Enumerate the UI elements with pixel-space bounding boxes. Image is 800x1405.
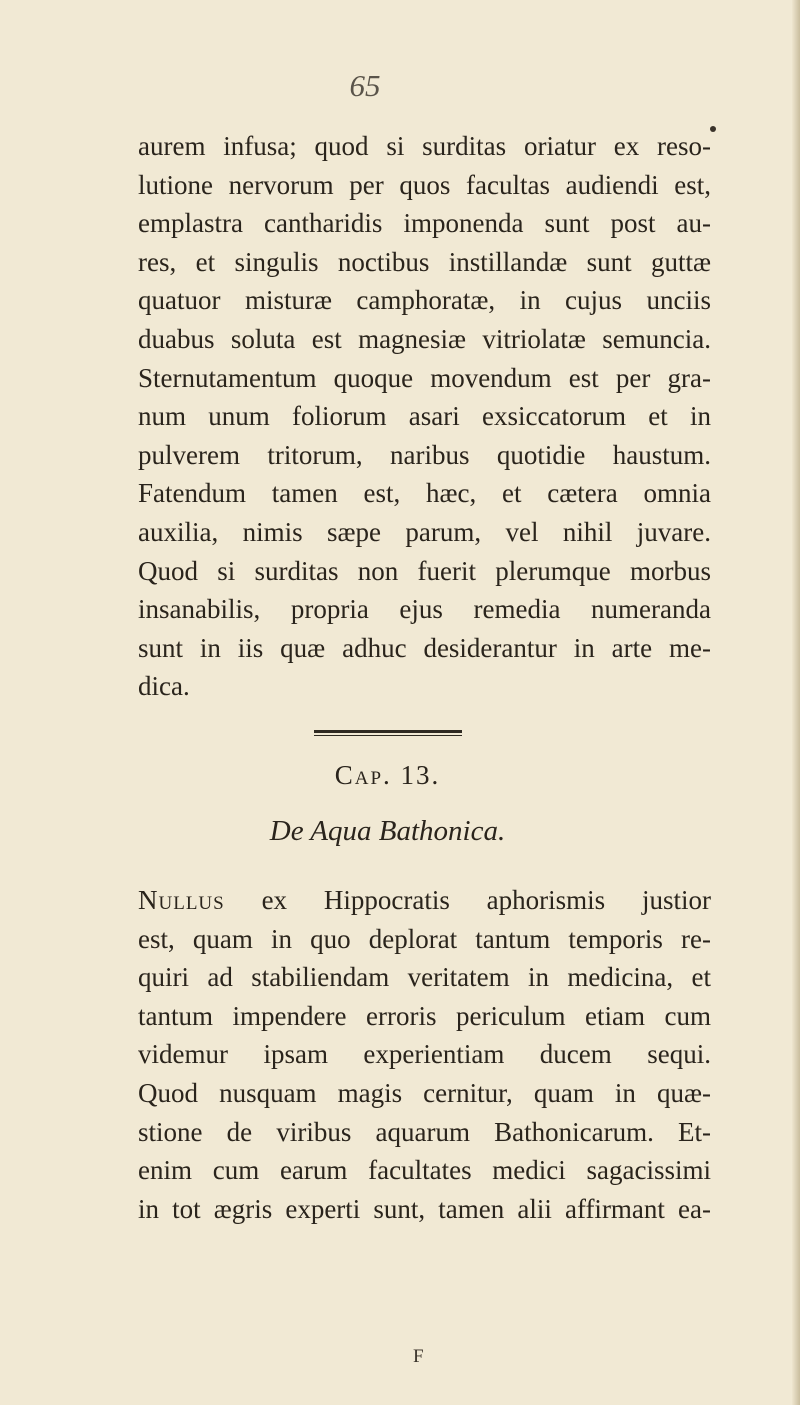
page-edge (792, 0, 800, 1405)
text-line: pulverem tritorum, naribus quotidie haustum. (138, 439, 711, 470)
chapter-title: De Aqua Bathonica. (269, 815, 506, 847)
text-line: lutione nervorum per quos facultas audiendi est, (138, 169, 711, 200)
text-line: auxilia, nimis sæpe parum, vel nihil juvare. (138, 516, 711, 547)
text-line (138, 881, 711, 920)
text-line: est, quam in quo deplorat tantum temporis re- (138, 923, 711, 954)
text-line: Quod si surditas non fuerit plerumque morbus (138, 555, 711, 586)
text-line: stione de viribus aquarum Bathonicarum. Et- (138, 1116, 711, 1147)
text-line: tantum impendere erroris periculum etiam cum (138, 1000, 711, 1031)
text-line: sunt in iis quæ adhuc desiderantur in arte me- (138, 632, 711, 663)
text-line: aurem infusa; quod si surditas oriatur ex reso- (138, 131, 711, 161)
text-line: Sternutamentum quoque movendum est per gra- (138, 362, 711, 393)
signature-mark: F (413, 1346, 424, 1367)
text-line: insanabilis, propria ejus remedia numeranda (138, 594, 711, 625)
chapter-heading: Cap. 13. (334, 760, 441, 790)
text-line: dica. (138, 671, 190, 702)
text-line: enim cum earum facultates medici sagacissimi (138, 1155, 711, 1186)
text-line: Quod nusquam magis cernitur, quam in quæ- (138, 1077, 711, 1108)
text-line: quatuor misturæ camphoratæ, in cujus unciis (138, 285, 711, 316)
section-separator-rule (314, 730, 462, 736)
text-line: res, et singulis noctibus instillandæ sunt guttæ (138, 246, 711, 277)
text-line: Fatendum tamen est, hæc, et cætera omnia (138, 478, 711, 509)
text-line: num unum foliorum asari exsiccatorum et in (138, 401, 711, 432)
text-line: emplastra cantharidis imponenda sunt post au- (138, 208, 711, 239)
initial-word: Nullus (138, 885, 225, 915)
text-line: in tot ægris experti sunt, tamen alii affirmant ea- (138, 1193, 711, 1224)
page-number: 65 (349, 68, 381, 103)
paragraph-1 (138, 127, 711, 706)
text-line: quiri ad stabiliendam veritatem in medicina, et (138, 962, 711, 993)
text-line-rest: ex Hippocratis aphorismis justior (224, 885, 711, 915)
text-line: videmur ipsam experientiam ducem sequi. (138, 1039, 711, 1070)
paragraph-2 (138, 881, 711, 1228)
text-line: duabus soluta est magnesiæ vitriolatæ semuncia. (138, 323, 711, 354)
